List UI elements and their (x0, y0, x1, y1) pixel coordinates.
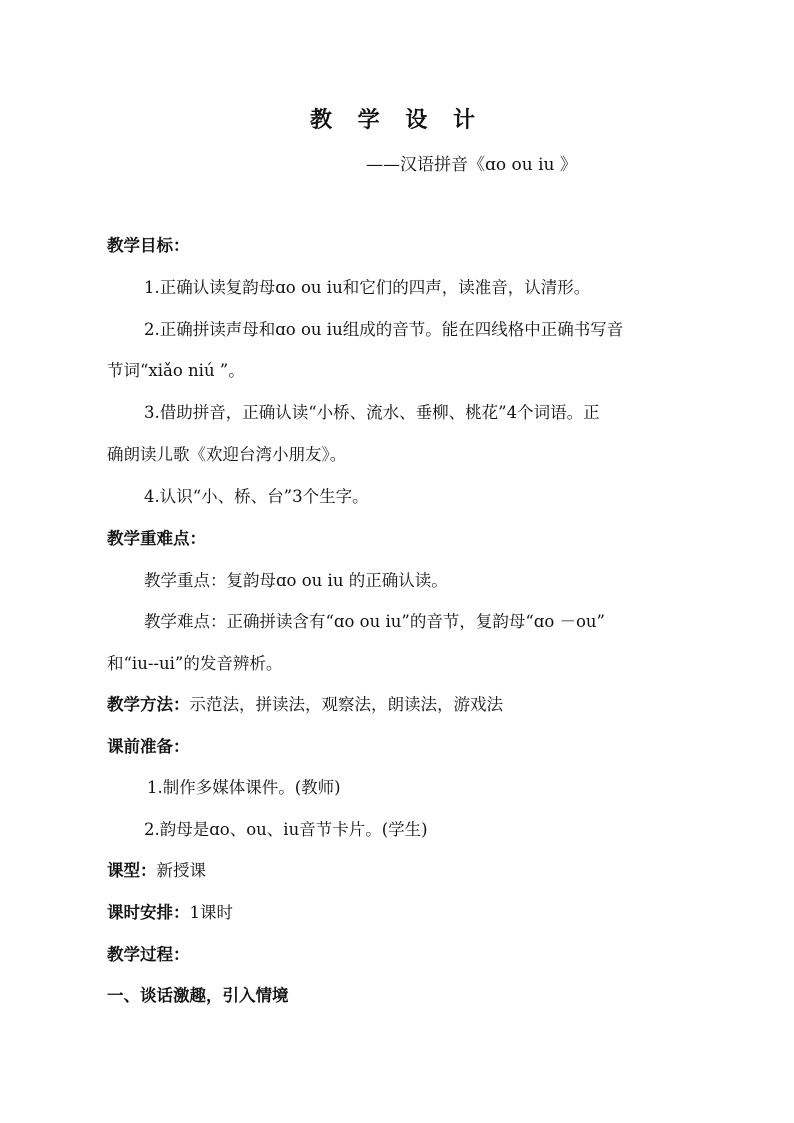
type-value: 新授课 (156, 861, 206, 880)
type-label: 课型： (107, 861, 157, 880)
document-title: 教 学 设 计 (310, 107, 484, 133)
methods-line (107, 691, 503, 715)
document-subtitle: ——汉语拼音《ɑo ou iu 》 (366, 155, 577, 175)
process-heading: 教学过程： (107, 945, 190, 964)
key-points-heading: 教学重难点： (107, 529, 206, 548)
key-point: 教学重点：复韵母ɑo ou iu 的正确认读。 (144, 571, 448, 590)
goals-heading: 教学目标： (107, 236, 190, 255)
schedule-label: 课时安排： (107, 903, 190, 922)
schedule-line (107, 899, 233, 923)
schedule-value: 1课时 (189, 903, 233, 922)
section-1-heading: 一、谈话激趣，引入情境 (107, 986, 289, 1005)
goal-1: 1.正确认读复韵母ɑo ou iu和它们的四声，读准音，认清形。 (144, 278, 591, 297)
methods-label: 教学方法： (107, 695, 190, 714)
prep-item-2: 2.韵母是ɑo、ou、iu音节卡片。(学生) (144, 820, 428, 839)
goal-4: 4.认识“小、桥、台”3个生字。 (144, 487, 369, 506)
prep-heading: 课前准备： (107, 737, 190, 756)
difficulty-line-2: 和“iu--ui”的发音辨析。 (107, 654, 283, 673)
goal-2-line-1: 2.正确拼读声母和ɑo ou iu组成的音节。能在四线格中正确书写音 (144, 320, 624, 339)
difficulty-line-1: 教学难点：正确拼读含有“ɑo ou iu”的音节，复韵母“ɑo －ou” (144, 612, 605, 631)
goal-2-line-2: 节词“xiǎo niú ”。 (107, 361, 245, 380)
goal-3-line-2: 确朗读儿歌《欢迎台湾小朋友》。 (107, 445, 347, 464)
prep-item-1: 1.制作多媒体课件。(教师) (147, 778, 341, 797)
goal-3-line-1: 3.借助拼音，正确认读“小桥、流水、垂柳、桃花”4个词语。正 (144, 403, 600, 422)
type-line (107, 857, 206, 881)
methods-value: 示范法，拼读法，观察法，朗读法，游戏法 (189, 695, 503, 714)
